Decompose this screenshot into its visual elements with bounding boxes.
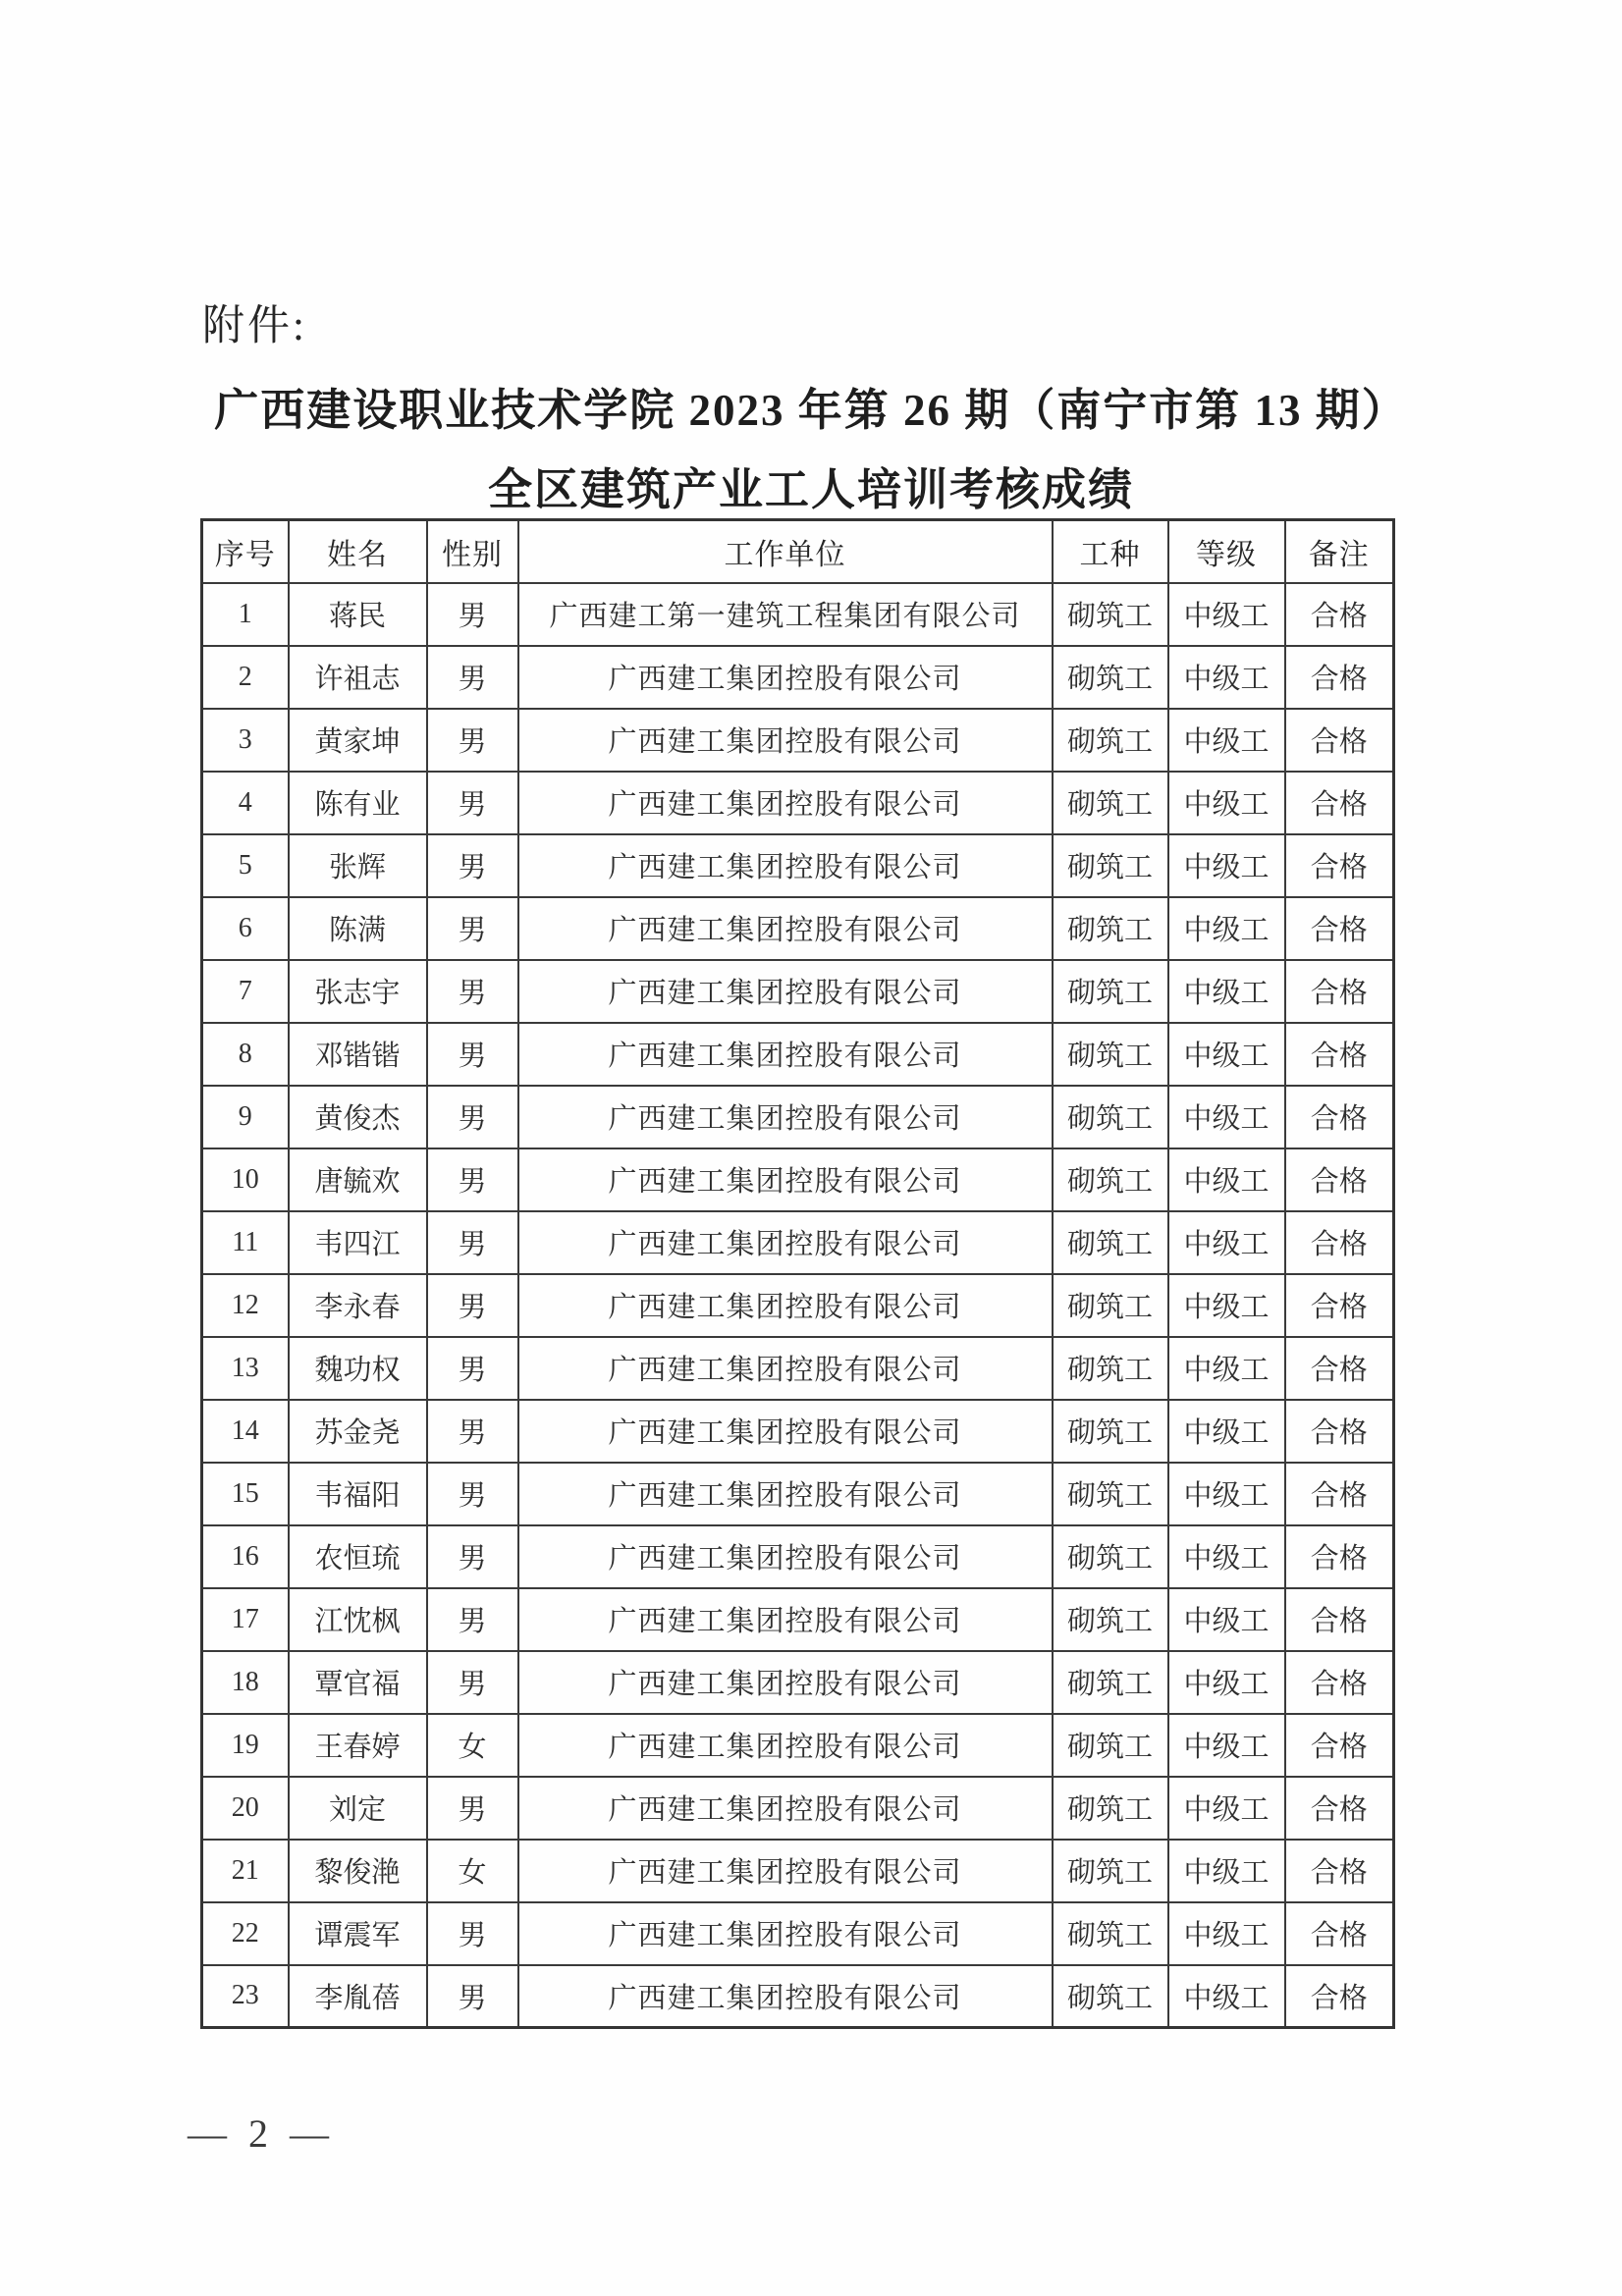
table-cell: 合格 [1285,897,1394,960]
table-cell: 男 [427,583,518,646]
table-cell: 6 [202,897,289,960]
table-cell: 男 [427,1086,518,1148]
table-cell: 李胤蓓 [289,1965,427,2028]
table-cell: 男 [427,1902,518,1965]
table-cell: 陈有业 [289,772,427,834]
table-cell: 农恒琉 [289,1525,427,1588]
table-cell: 广西建工集团控股有限公司 [518,1337,1053,1400]
table-cell: 广西建工第一建筑工程集团有限公司 [518,583,1053,646]
table-cell: 砌筑工 [1053,1274,1168,1337]
table-cell: 合格 [1285,1337,1394,1400]
table-cell: 黄家坤 [289,709,427,772]
table-cell: 陈满 [289,897,427,960]
table-cell: 韦福阳 [289,1463,427,1525]
table-cell: 砌筑工 [1053,1902,1168,1965]
table-cell: 魏功权 [289,1337,427,1400]
table-row [202,1148,1394,1211]
table-cell: 广西建工集团控股有限公司 [518,1211,1053,1274]
table-cell: 砌筑工 [1053,1148,1168,1211]
table-row [202,1274,1394,1337]
table-row [202,1337,1394,1400]
header-cell-index: 序号 [202,520,289,583]
table-cell: 张辉 [289,834,427,897]
table-cell: 广西建工集团控股有限公司 [518,960,1053,1023]
table-cell: 男 [427,1965,518,2028]
table-cell: 砌筑工 [1053,1651,1168,1714]
table-cell: 19 [202,1714,289,1777]
table-cell: 合格 [1285,646,1394,709]
table-row [202,709,1394,772]
table-cell: 砌筑工 [1053,1463,1168,1525]
table-row [202,1714,1394,1777]
table-cell: 男 [427,1525,518,1588]
table-cell: 合格 [1285,1400,1394,1463]
table-cell: 13 [202,1337,289,1400]
table-cell: 广西建工集团控股有限公司 [518,709,1053,772]
table-cell: 合格 [1285,834,1394,897]
table-cell: 中级工 [1168,1086,1285,1148]
table-cell: 广西建工集团控股有限公司 [518,897,1053,960]
table-cell: 20 [202,1777,289,1840]
table-cell: 砌筑工 [1053,1337,1168,1400]
table-cell: 蒋民 [289,583,427,646]
header-cell-trade: 工种 [1053,520,1168,583]
table-cell: 3 [202,709,289,772]
table-cell: 广西建工集团控股有限公司 [518,1714,1053,1777]
table-body [202,583,1394,2028]
table-cell: 8 [202,1023,289,1086]
table-cell: 9 [202,1086,289,1148]
table-cell: 中级工 [1168,1463,1285,1525]
table-cell: 广西建工集团控股有限公司 [518,1588,1053,1651]
table-cell: 合格 [1285,772,1394,834]
table-cell: 砌筑工 [1053,1023,1168,1086]
table-cell: 中级工 [1168,709,1285,772]
table-cell: 砌筑工 [1053,960,1168,1023]
table-cell: 中级工 [1168,834,1285,897]
table-cell: 合格 [1285,1777,1394,1840]
table-row [202,1588,1394,1651]
table-cell: 14 [202,1400,289,1463]
table-cell: 16 [202,1525,289,1588]
table-cell: 合格 [1285,1463,1394,1525]
document-title-line1: 广西建设职业技术学院 2023 年第 26 期（南宁市第 13 期） [214,386,1408,435]
table-cell: 17 [202,1588,289,1651]
table-cell: 中级工 [1168,1211,1285,1274]
table-cell: 中级工 [1168,583,1285,646]
table-cell: 谭震军 [289,1902,427,1965]
header-cell-name: 姓名 [289,520,427,583]
table-cell: 广西建工集团控股有限公司 [518,1651,1053,1714]
table-cell: 中级工 [1168,1651,1285,1714]
table-cell: 黎俊滟 [289,1840,427,1902]
table-cell: 男 [427,1337,518,1400]
table-cell: 砌筑工 [1053,646,1168,709]
table-cell: 广西建工集团控股有限公司 [518,1902,1053,1965]
table-cell: 10 [202,1148,289,1211]
table-cell: 男 [427,897,518,960]
table-cell: 砌筑工 [1053,1965,1168,2028]
results-table [200,518,1395,2029]
table-cell: 苏金尧 [289,1400,427,1463]
table-cell: 22 [202,1902,289,1965]
table-cell: 黄俊杰 [289,1086,427,1148]
table-cell: 中级工 [1168,1148,1285,1211]
table-cell: 男 [427,1651,518,1714]
table-cell: 邓锴锴 [289,1023,427,1086]
table-cell: 广西建工集团控股有限公司 [518,1400,1053,1463]
table-cell: 砌筑工 [1053,897,1168,960]
table-cell: 广西建工集团控股有限公司 [518,1023,1053,1086]
table-cell: 广西建工集团控股有限公司 [518,1840,1053,1902]
table-cell: 18 [202,1651,289,1714]
table-cell: 合格 [1285,709,1394,772]
table-cell: 中级工 [1168,1337,1285,1400]
table-row [202,646,1394,709]
table-cell: 中级工 [1168,1965,1285,2028]
table-cell: 男 [427,960,518,1023]
table-cell: 合格 [1285,1965,1394,2028]
table-cell: 砌筑工 [1053,583,1168,646]
table-row [202,960,1394,1023]
table-cell: 刘定 [289,1777,427,1840]
table-cell: 男 [427,834,518,897]
table-cell: 12 [202,1274,289,1337]
table-row [202,1463,1394,1525]
table-cell: 男 [427,709,518,772]
table-row [202,1525,1394,1588]
table-cell: 广西建工集团控股有限公司 [518,772,1053,834]
table-cell: 合格 [1285,960,1394,1023]
table-cell: 男 [427,1463,518,1525]
table-cell: 11 [202,1211,289,1274]
table-cell: 砌筑工 [1053,1840,1168,1902]
table-cell: 覃官福 [289,1651,427,1714]
table-cell: 广西建工集团控股有限公司 [518,1274,1053,1337]
table-cell: 中级工 [1168,772,1285,834]
table-cell: 合格 [1285,1651,1394,1714]
table-cell: 男 [427,772,518,834]
page-number: — 2 — [188,2111,335,2156]
table-cell: 合格 [1285,1902,1394,1965]
header-cell-employer: 工作单位 [518,520,1053,583]
table-cell: 合格 [1285,1274,1394,1337]
table-row [202,1400,1394,1463]
table-row [202,1902,1394,1965]
table-cell: 5 [202,834,289,897]
table-row [202,1651,1394,1714]
document-title-line2: 全区建筑产业工人培训考核成绩 [487,465,1134,514]
table-row [202,1840,1394,1902]
table-cell: 男 [427,1211,518,1274]
table-cell: 砌筑工 [1053,1211,1168,1274]
table-cell: 合格 [1285,1211,1394,1274]
table-cell: 4 [202,772,289,834]
table-cell: 江忱枫 [289,1588,427,1651]
table-cell: 2 [202,646,289,709]
table-cell: 张志宇 [289,960,427,1023]
table-cell: 合格 [1285,1148,1394,1211]
table-cell: 中级工 [1168,1023,1285,1086]
table-cell: 合格 [1285,1588,1394,1651]
table-cell: 广西建工集团控股有限公司 [518,1086,1053,1148]
table-cell: 砌筑工 [1053,1086,1168,1148]
table-cell: 中级工 [1168,1400,1285,1463]
table-cell: 女 [427,1840,518,1902]
table-cell: 中级工 [1168,1525,1285,1588]
table-cell: 男 [427,1400,518,1463]
table-cell: 合格 [1285,583,1394,646]
table-cell: 中级工 [1168,1777,1285,1840]
table-cell: 砌筑工 [1053,834,1168,897]
table-cell: 中级工 [1168,897,1285,960]
table-cell: 23 [202,1965,289,2028]
table-row [202,1023,1394,1086]
table-cell: 韦四江 [289,1211,427,1274]
table-cell: 21 [202,1840,289,1902]
table-cell: 男 [427,1148,518,1211]
table-row [202,897,1394,960]
table-cell: 广西建工集团控股有限公司 [518,1463,1053,1525]
table-cell: 合格 [1285,1525,1394,1588]
table-row [202,1086,1394,1148]
table-cell: 合格 [1285,1023,1394,1086]
table-cell: 广西建工集团控股有限公司 [518,1148,1053,1211]
table-cell: 男 [427,1023,518,1086]
header-cell-remark: 备注 [1285,520,1394,583]
table-cell: 砌筑工 [1053,1400,1168,1463]
table-cell: 中级工 [1168,646,1285,709]
table-cell: 中级工 [1168,960,1285,1023]
table-cell: 1 [202,583,289,646]
table-header-row [202,520,1394,583]
table-row [202,583,1394,646]
table-row [202,1965,1394,2028]
table-cell: 男 [427,1274,518,1337]
table-cell: 女 [427,1714,518,1777]
table-cell: 合格 [1285,1714,1394,1777]
header-cell-level: 等级 [1168,520,1285,583]
table-cell: 中级工 [1168,1902,1285,1965]
table-row [202,1777,1394,1840]
header-cell-gender: 性别 [427,520,518,583]
table-cell: 砌筑工 [1053,1525,1168,1588]
table-cell: 中级工 [1168,1588,1285,1651]
table-row [202,1211,1394,1274]
table-row [202,834,1394,897]
table-cell: 广西建工集团控股有限公司 [518,1965,1053,2028]
table-cell: 男 [427,646,518,709]
table-cell: 合格 [1285,1840,1394,1902]
table-cell: 男 [427,1777,518,1840]
table-cell: 广西建工集团控股有限公司 [518,646,1053,709]
table-cell: 广西建工集团控股有限公司 [518,1525,1053,1588]
table-cell: 王春婷 [289,1714,427,1777]
table-cell: 7 [202,960,289,1023]
table-cell: 中级工 [1168,1274,1285,1337]
table-cell: 合格 [1285,1086,1394,1148]
table-cell: 许祖志 [289,646,427,709]
table-cell: 唐毓欢 [289,1148,427,1211]
table-cell: 男 [427,1588,518,1651]
table-row [202,772,1394,834]
table-cell: 15 [202,1463,289,1525]
attachment-label: 附件: [202,303,307,349]
table-cell: 砌筑工 [1053,1588,1168,1651]
table-cell: 砌筑工 [1053,1714,1168,1777]
table-cell: 砌筑工 [1053,1777,1168,1840]
table-cell: 中级工 [1168,1840,1285,1902]
table-cell: 李永春 [289,1274,427,1337]
table-cell: 砌筑工 [1053,709,1168,772]
table-cell: 广西建工集团控股有限公司 [518,834,1053,897]
table-cell: 广西建工集团控股有限公司 [518,1777,1053,1840]
table-cell: 中级工 [1168,1714,1285,1777]
table-cell: 砌筑工 [1053,772,1168,834]
